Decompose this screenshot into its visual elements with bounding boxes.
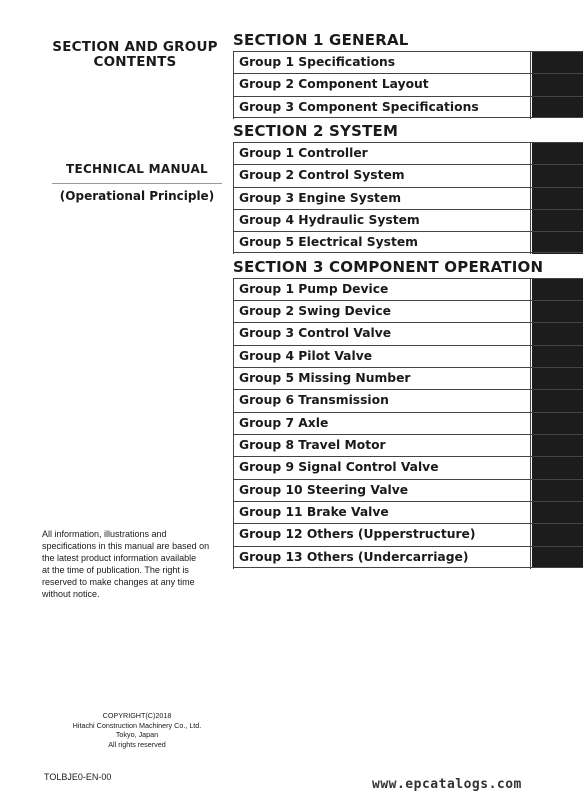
notice-line: All information, illustrations and: [42, 529, 167, 539]
group-row[interactable]: [233, 546, 583, 568]
group-row[interactable]: [233, 187, 583, 209]
watermark: www.epcatalogs.com: [372, 777, 522, 792]
group-link[interactable]: Group 6 Transmission: [233, 390, 531, 412]
manual-divider: [52, 183, 222, 184]
group-row[interactable]: [233, 73, 583, 95]
group-link[interactable]: Group 2 Component Layout: [233, 74, 531, 96]
group-link[interactable]: Group 4 Hydraulic System: [233, 210, 531, 232]
group-row[interactable]: [233, 412, 583, 434]
group-link[interactable]: Group 5 Missing Number: [233, 368, 531, 390]
copyright-line: All rights reserved: [108, 739, 166, 749]
group-link[interactable]: Group 1 Controller: [233, 143, 531, 165]
group-link[interactable]: Group 5 Electrical System: [233, 232, 531, 254]
group-row[interactable]: [233, 209, 583, 231]
copyright-line: Tokyo, Japan: [115, 730, 159, 739]
group-link[interactable]: Group 2 Control System: [233, 165, 531, 187]
group-row[interactable]: [233, 231, 583, 253]
section-3-heading: SECTION 3 COMPONENT OPERATION: [233, 258, 544, 276]
copyright-block: [62, 711, 212, 749]
group-link[interactable]: Group 1 Specifications: [233, 52, 531, 74]
group-link[interactable]: Group 11 Brake Valve: [233, 502, 531, 524]
contents-title: [40, 40, 230, 70]
group-row[interactable]: [233, 51, 583, 73]
group-row[interactable]: [233, 345, 583, 367]
group-link[interactable]: Group 3 Component Specifications: [233, 97, 531, 119]
notice-line: without notice.: [42, 589, 100, 599]
group-link[interactable]: Group 8 Travel Motor: [233, 435, 531, 457]
group-row[interactable]: [233, 96, 583, 118]
group-link[interactable]: Group 3 Engine System: [233, 188, 531, 210]
group-link[interactable]: Group 7 Axle: [233, 413, 531, 435]
notice-line: reserved to make changes at any time: [42, 577, 195, 587]
group-row[interactable]: [233, 456, 583, 478]
group-row[interactable]: [233, 278, 583, 300]
group-row[interactable]: [233, 501, 583, 523]
group-row[interactable]: [233, 434, 583, 456]
contents-title-line-2: CONTENTS: [93, 54, 177, 70]
manual-subtitle: (Operational Principle): [59, 189, 215, 203]
group-row[interactable]: [233, 389, 583, 411]
group-link[interactable]: Group 1 Pump Device: [233, 279, 531, 301]
notice-line: specifications in this manual are based on: [42, 541, 210, 551]
notice-text: [42, 528, 222, 600]
group-link[interactable]: Group 12 Others (Upperstructure): [233, 524, 531, 546]
contents-title-line-1: SECTION AND GROUP: [52, 39, 218, 55]
notice-line: at the time of publication. The right is: [42, 565, 189, 575]
group-link[interactable]: Group 4 Pilot Valve: [233, 346, 531, 368]
copyright-line: COPYRIGHT(C)2018: [102, 711, 172, 720]
copyright-line: Hitachi Construction Machinery Co., Ltd.: [72, 720, 202, 730]
group-row[interactable]: [233, 164, 583, 186]
manual-title: TECHNICAL MANUAL: [65, 162, 209, 176]
group-link[interactable]: Group 2 Swing Device: [233, 301, 531, 323]
section-2-heading: SECTION 2 SYSTEM: [233, 122, 399, 140]
document-code: TOLBJE0-EN-00: [44, 772, 112, 782]
group-row[interactable]: [233, 523, 583, 545]
group-link[interactable]: Group 10 Steering Valve: [233, 480, 531, 502]
group-link[interactable]: Group 3 Control Valve: [233, 323, 531, 345]
group-row[interactable]: [233, 300, 583, 322]
group-row[interactable]: [233, 367, 583, 389]
notice-line: the latest product information available: [42, 553, 197, 563]
group-link[interactable]: Group 9 Signal Control Valve: [233, 457, 531, 479]
group-row[interactable]: [233, 479, 583, 501]
section-1-heading: SECTION 1 GENERAL: [233, 31, 409, 49]
group-row[interactable]: [233, 322, 583, 344]
group-row[interactable]: [233, 142, 583, 164]
group-link[interactable]: Group 13 Others (Undercarriage): [233, 547, 531, 569]
